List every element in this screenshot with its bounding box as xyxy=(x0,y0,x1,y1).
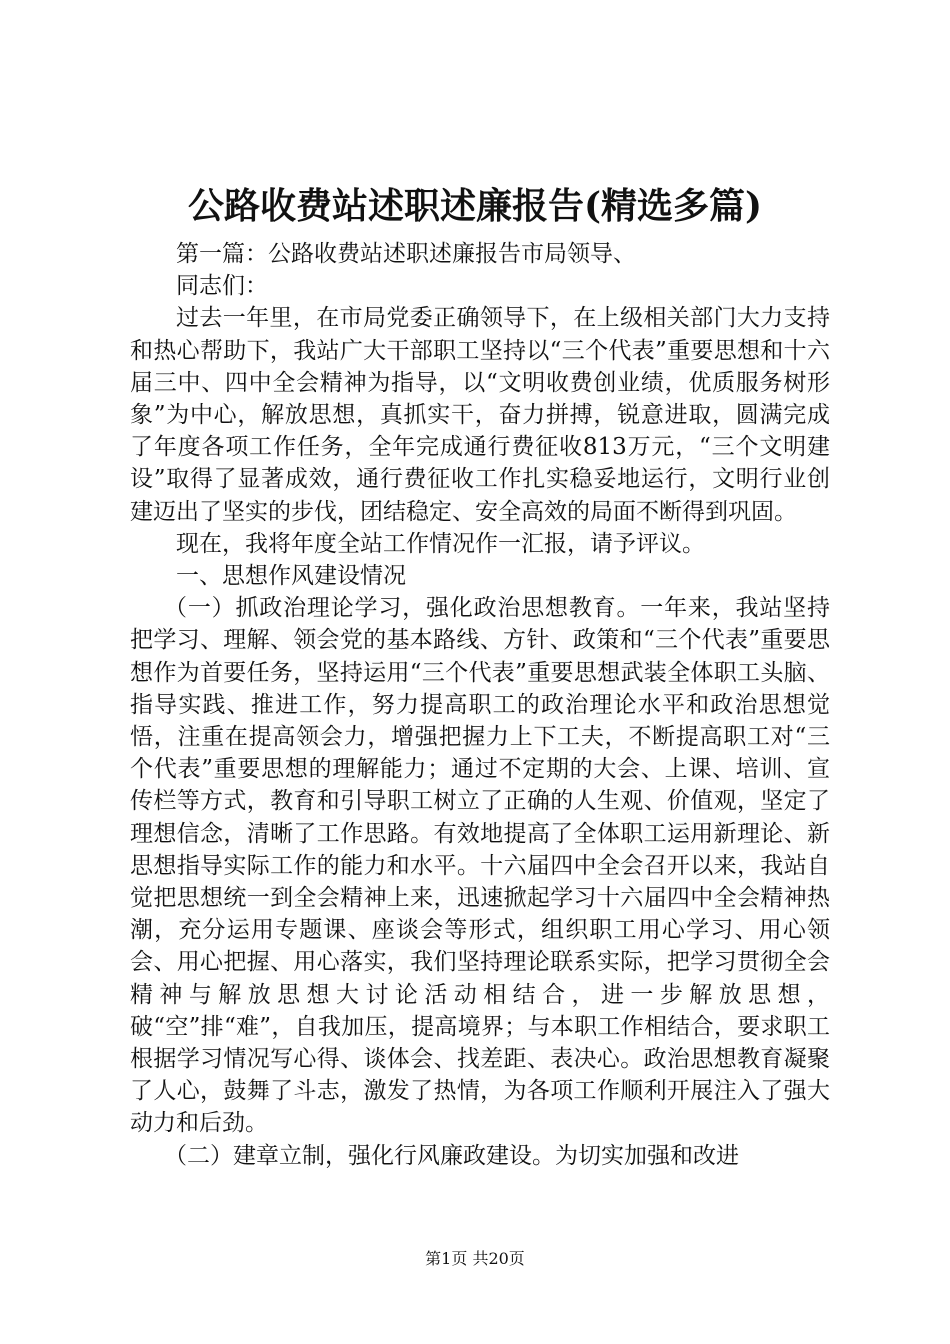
page-footer: 第1页 共20页 xyxy=(425,1249,525,1268)
body-paragraph: 现在，我将年度全站工作情况作一汇报，请予评议。 xyxy=(176,530,705,557)
document-title: 公路收费站述职述廉报告(精选多篇) xyxy=(187,185,763,227)
section-heading: 一、思想作风建设情况 xyxy=(176,563,406,590)
document-body xyxy=(130,238,830,1172)
section-heading-first-part: 第一篇：公路收费站述职述廉报告市局领导、 xyxy=(176,241,636,267)
body-paragraph: （一）抓政治理论学习，强化政治思想教育。一年来，我站坚持把学习、理解、领会党的基本路线、方针、政策和“三个代表”重要思想作为首要任务，坚持运用“三个代表”重要思想武装全体职工头脑、指导实践、推进工作，努力提高职工的政治理论水平和政治思想觉悟，注重在提高领会力，增强把握力上下工夫，不断提高职工对“三个代表”重要思想的理解能力；通过不定期的大会、上课、培训、宣传栏等方式，教育和引导职工树立了正确的人生观、价值观，坚定了理想信念，清晰了工作思路。有效地提高了全体职工运用新理论、新思想指导实际工作的能力和水平。十六届四中全会召开以来，我站自觉把思想统一到全会精神上来，迅速掀起学习十六届四中全会精神热潮，充分运用专题课、座谈会等形式，组织职工用心学习、用心领会、用心把握、用心落实，我们坚持理论联系实际，把学习贯彻全会精神与解放思想大讨论活动相结合，进一步解放思想，破“空”排“难”，自我加压，提高境界；与本职工作相结合，要求职工根据学习情况写心得、谈体会、找差距、表决心。政治思想教育凝聚了人心，鼓舞了斗志，激发了热情，为各项工作顺利开展注入了强大动力和后劲。 xyxy=(130,595,830,1137)
salutation: 同志们： xyxy=(176,273,268,300)
body-paragraph: 过去一年里，在市局党委正确领导下，在上级相关部门大力支持和热心帮助下，我站广大干部职工坚持以“三个代表”重要思想和十六届三中、四中全会精神为指导，以“文明收费创业绩，优质服务树形象”为中心，解放思想，真抓实干，奋力拼搏，锐意进取，圆满完成了年度各项工作任务，全年完成通行费征收813万元，“三个文明建设”取得了显著成效，通行费征收工作扎实稳妥地运行，文明行业创建迈出了坚实的步伐，团结稳定、安全高效的局面不断得到巩固。 xyxy=(130,305,830,525)
body-paragraph: （二）建章立制，强化行风廉政建设。为切实加强和改进 xyxy=(164,1142,739,1169)
